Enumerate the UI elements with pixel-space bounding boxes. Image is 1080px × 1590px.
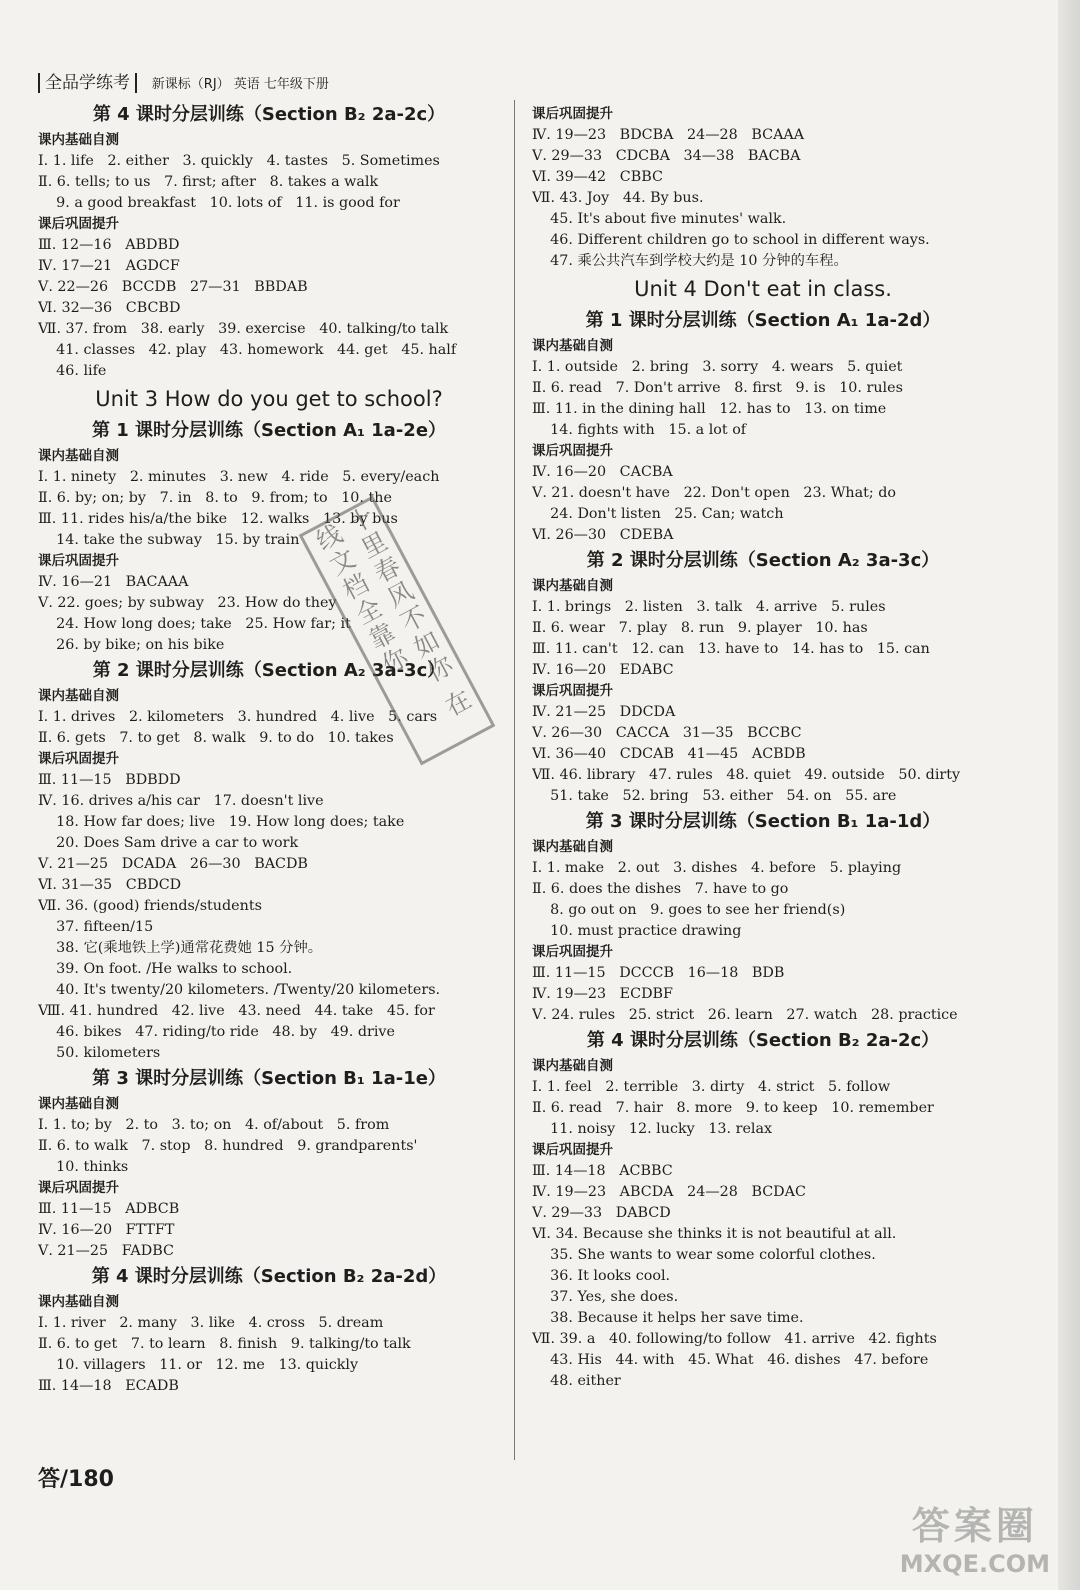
answer-line: Ⅳ. 21—25 DDCDA <box>532 704 676 720</box>
page-number: 答/180 <box>38 1467 114 1492</box>
answer-line: 14. fights with 15. a lot of <box>532 422 747 438</box>
answer-line: Ⅰ. 1. to; by 2. to 3. to; on 4. of/about 5. from <box>38 1117 390 1133</box>
answer-line: Ⅱ. 6. wear 7. play 8. run 9. player 10. has <box>532 620 868 636</box>
answer-line: Ⅰ. 1. river 2. many 3. like 4. cross 5. dream <box>38 1315 384 1331</box>
unit-title: Unit 3 How do you get to school? <box>95 387 443 411</box>
answer-line: 45. It's about five minutes' walk. <box>532 211 787 227</box>
answer-line: Ⅴ. 29—33 DABCD <box>532 1205 671 1221</box>
answer-line: 26. by bike; on his bike <box>38 637 225 653</box>
answer-line: Ⅳ. 16—20 EDABC <box>532 662 674 678</box>
answer-line: 18. How far does; live 19. How long does; take <box>38 814 405 830</box>
answer-line: 37. fifteen/15 <box>38 919 154 935</box>
answer-line: 41. classes 42. play 43. homework 44. get 45. half <box>38 342 457 358</box>
section-heading: 第 2 课时分层训练（Section A₂ 3a-3c） <box>92 660 446 681</box>
answer-line: Ⅴ. 29—33 CDCBA 34—38 BACBA <box>532 148 801 164</box>
section-heading: 第 4 课时分层训练（Section B₂ 2a-2c） <box>92 104 446 125</box>
category-label: 课内基础自测 <box>38 1096 119 1112</box>
answer-line: 39. On foot. /He walks to school. <box>38 961 293 977</box>
section-heading: 第 1 课时分层训练（Section A₁ 1a-2d） <box>585 310 941 331</box>
answer-line: Ⅵ. 31—35 CBDCD <box>38 877 182 893</box>
section-heading: 第 3 课时分层训练（Section B₁ 1a-1d） <box>585 811 941 832</box>
answer-line: Ⅱ. 6. does the dishes 7. have to go <box>532 881 789 897</box>
page-header <box>38 68 329 93</box>
answer-line: Ⅴ. 22. goes; by subway 23. How do they <box>38 595 337 611</box>
answer-line: 9. a good breakfast 10. lots of 11. is good for <box>38 195 400 211</box>
answer-line: Ⅲ. 12—16 ABDBD <box>38 237 180 253</box>
category-label: 课内基础自测 <box>532 839 613 855</box>
answer-line: 47. 乘公共汽车到学校大约是 10 分钟的车程。 <box>532 253 848 269</box>
answer-line: 14. take the subway 15. by train <box>38 532 300 548</box>
answer-line: Ⅳ. 17—21 AGDCF <box>38 258 180 274</box>
category-label: 课后巩固提升 <box>532 443 613 459</box>
category-label: 课内基础自测 <box>38 448 119 464</box>
answer-line: Ⅱ. 6. read 7. Don't arrive 8. first 9. is 10. rules <box>532 380 903 396</box>
answer-line: 51. take 52. bring 53. either 54. on 55. are <box>532 788 897 804</box>
right-column <box>532 104 994 1392</box>
answer-line: Ⅲ. 11. in the dining hall 12. has to 13. on time <box>532 401 887 417</box>
answer-line: 43. His 44. with 45. What 46. dishes 47. before <box>532 1352 929 1368</box>
watermark-logo-text: 答案圈 <box>911 1504 1038 1548</box>
answer-line: Ⅳ. 19—23 ECDBF <box>532 986 673 1002</box>
category-label: 课内基础自测 <box>38 132 119 148</box>
answer-line: 10. villagers 11. or 12. me 13. quickly <box>38 1357 359 1373</box>
answer-line: Ⅳ. 19—23 ABCDA 24—28 BCDAC <box>532 1184 806 1200</box>
answer-line: 11. noisy 12. lucky 13. relax <box>532 1121 773 1137</box>
category-label: 课后巩固提升 <box>38 751 119 767</box>
answer-line: Ⅳ. 16. drives a/his car 17. doesn't live <box>38 793 324 809</box>
category-label: 课内基础自测 <box>532 338 613 354</box>
answer-line: Ⅱ. 6. by; on; by 7. in 8. to 9. from; to 10. the <box>38 490 392 506</box>
answer-line: Ⅳ. 16—20 CACBA <box>532 464 673 480</box>
answer-line: Ⅰ. 1. feel 2. terrible 3. dirty 4. strict 5. follow <box>532 1079 891 1095</box>
answer-line: Ⅲ. 11—15 DCCCB 16—18 BDB <box>532 965 785 981</box>
unit-title: Unit 4 Don't eat in class. <box>634 277 892 301</box>
answer-line: 36. It looks cool. <box>532 1268 671 1284</box>
answer-line: Ⅲ. 11. rides his/a/the bike 12. walks 13. by bus <box>38 511 398 527</box>
category-label: 课内基础自测 <box>532 1058 613 1074</box>
answer-line: Ⅰ. 1. life 2. either 3. quickly 4. tastes 5. Sometimes <box>38 153 440 169</box>
category-label: 课后巩固提升 <box>38 1180 119 1196</box>
answer-line: Ⅰ. 1. brings 2. listen 3. talk 4. arrive 5. rules <box>532 599 886 615</box>
answer-line: 24. Don't listen 25. Can; watch <box>532 506 784 522</box>
answer-line: 40. It's twenty/20 kilometers. /Twenty/20 kilometers. <box>38 982 441 998</box>
section-heading: 第 2 课时分层训练（Section A₂ 3a-3c） <box>586 550 940 571</box>
answer-line: Ⅱ. 6. tells; to us 7. first; after 8. takes a walk <box>38 174 379 190</box>
book-meta: 新课标（RJ） 英语 七年级下册 <box>151 77 329 92</box>
answer-line: 10. thinks <box>38 1159 129 1175</box>
answer-line: Ⅴ. 26—30 CACCA 31—35 BCCBC <box>532 725 802 741</box>
answer-line: Ⅵ. 36—40 CDCAB 41—45 ACBDB <box>532 746 806 762</box>
answer-line: Ⅱ. 6. to walk 7. stop 8. hundred 9. grandparents' <box>38 1138 418 1154</box>
answer-line: Ⅴ. 21—25 DCADA 26—30 BACDB <box>38 856 308 872</box>
answer-line: Ⅰ. 1. make 2. out 3. dishes 4. before 5. playing <box>532 860 902 876</box>
answer-line: Ⅳ. 16—20 FTTFT <box>38 1222 175 1238</box>
answer-line: Ⅳ. 16—21 BACAAA <box>38 574 189 590</box>
answer-line: Ⅰ. 1. ninety 2. minutes 3. new 4. ride 5. every/each <box>38 469 440 485</box>
answer-line: 24. How long does; take 25. How far; it <box>38 616 351 632</box>
answer-line: Ⅱ. 6. read 7. hair 8. more 9. to keep 10. remember <box>532 1100 934 1116</box>
answer-line: 46. bikes 47. riding/to ride 48. by 49. drive <box>38 1024 395 1040</box>
section-heading: 第 1 课时分层训练（Section A₁ 1a-2e） <box>91 420 447 441</box>
book-brand: 全品学练考 <box>38 73 137 93</box>
section-heading: 第 4 课时分层训练（Section B₂ 2a-2d） <box>91 1266 447 1287</box>
answer-line: Ⅲ. 14—18 ECADB <box>38 1378 179 1394</box>
answer-line: Ⅱ. 6. gets 7. to get 8. walk 9. to do 10. takes <box>38 730 394 746</box>
answer-line: Ⅲ. 11—15 BDBDD <box>38 772 181 788</box>
answer-line: 38. 它(乘地铁上学)通常花费她 15 分钟。 <box>38 940 323 956</box>
answer-line: Ⅱ. 6. to get 7. to learn 8. finish 9. talking/to talk <box>38 1336 411 1352</box>
ink-stamp: 十里春风不如你 在线文档全靠你 <box>299 496 496 766</box>
answer-line: 48. either <box>532 1373 621 1389</box>
answer-line: Ⅲ. 11. can't 12. can 13. have to 14. has to 15. can <box>532 641 930 657</box>
category-label: 课后巩固提升 <box>532 106 613 122</box>
answer-line: Ⅴ. 24. rules 25. strict 26. learn 27. watch 28. practice <box>532 1007 958 1023</box>
answer-line: 20. Does Sam drive a car to work <box>38 835 299 851</box>
answer-line: Ⅴ. 21—25 FADBC <box>38 1243 174 1259</box>
answer-line: 35. She wants to wear some colorful clothes. <box>532 1247 876 1263</box>
answer-line: Ⅵ. 39—42 CBBC <box>532 169 663 185</box>
category-label: 课内基础自测 <box>532 578 613 594</box>
category-label: 课后巩固提升 <box>38 553 119 569</box>
answer-line: Ⅶ. 36. (good) friends/students <box>38 898 262 914</box>
answer-line: 8. go out on 9. goes to see her friend(s) <box>532 902 846 918</box>
answer-line: Ⅶ. 37. from 38. early 39. exercise 40. talking/to talk <box>38 321 449 337</box>
answer-line: Ⅵ. 26—30 CDEBA <box>532 527 674 543</box>
watermark-site: MXQE.COM <box>899 1550 1050 1578</box>
answer-line: Ⅳ. 19—23 BDCBA 24—28 BCAAA <box>532 127 805 143</box>
page-edge <box>1058 0 1080 1590</box>
watermark-logo <box>900 1495 1050 1578</box>
section-heading: 第 4 课时分层训练（Section B₂ 2a-2c） <box>586 1030 940 1051</box>
answer-line: 46. Different children go to school in different ways. <box>532 232 930 248</box>
answer-line: Ⅰ. 1. outside 2. bring 3. sorry 4. wears 5. quiet <box>532 359 903 375</box>
answer-line: 50. kilometers <box>38 1045 161 1061</box>
answer-line: 46. life <box>38 363 107 379</box>
section-heading: 第 3 课时分层训练（Section B₁ 1a-1e） <box>92 1068 446 1089</box>
category-label: 课内基础自测 <box>38 1294 119 1310</box>
answer-line: 10. must practice drawing <box>532 923 742 939</box>
answer-line: Ⅲ. 11—15 ADBCB <box>38 1201 180 1217</box>
answer-line: Ⅲ. 14—18 ACBBC <box>532 1163 673 1179</box>
answer-line: Ⅵ. 34. Because she thinks it is not beautiful at all. <box>532 1226 897 1242</box>
answer-line: Ⅴ. 21. doesn't have 22. Don't open 23. What; do <box>532 485 896 501</box>
category-label: 课后巩固提升 <box>532 944 613 960</box>
category-label: 课后巩固提升 <box>532 683 613 699</box>
category-label: 课内基础自测 <box>38 688 119 704</box>
answer-line: Ⅶ. 39. a 40. following/to follow 41. arrive 42. fights <box>532 1331 937 1347</box>
category-label: 课后巩固提升 <box>38 216 119 232</box>
category-label: 课后巩固提升 <box>532 1142 613 1158</box>
answer-line: Ⅷ. 41. hundred 42. live 43. need 44. take 45. for <box>38 1003 435 1019</box>
answer-line: Ⅰ. 1. drives 2. kilometers 3. hundred 4. live 5. cars <box>38 709 438 725</box>
column-divider <box>514 100 515 1460</box>
answer-line: Ⅶ. 43. Joy 44. By bus. <box>532 190 704 206</box>
answer-line: Ⅶ. 46. library 47. rules 48. quiet 49. outside 50. dirty <box>532 767 961 783</box>
answer-line: 37. Yes, she does. <box>532 1289 679 1305</box>
answer-line: Ⅴ. 22—26 BCCDB 27—31 BBDAB <box>38 279 308 295</box>
answer-line: 38. Because it helps her save time. <box>532 1310 804 1326</box>
answer-line: Ⅵ. 32—36 CBCBD <box>38 300 181 316</box>
